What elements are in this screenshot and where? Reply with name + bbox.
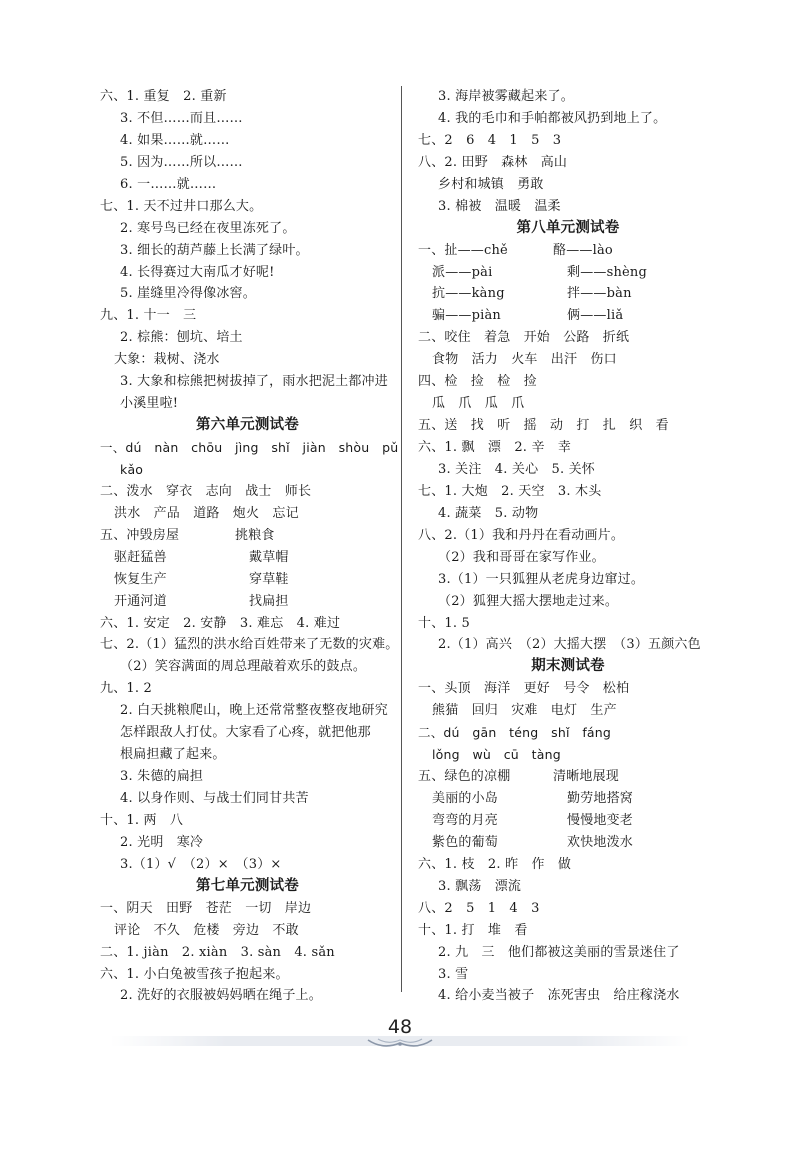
section-heading: 期末测试卷 xyxy=(531,658,605,675)
answer-line xyxy=(418,766,718,788)
answer-cell-left: 骗——piàn xyxy=(432,308,502,324)
answer-cell-left: 五、绿色的凉棚 xyxy=(418,769,511,785)
answer-line: 3. 海岸被雾藏起来了。 xyxy=(438,89,574,104)
answer-line: 4. 以身作则、与战士们同甘共苦 xyxy=(120,791,309,806)
answer-line: 3. 关注 4. 关心 5. 关怀 xyxy=(438,461,596,477)
answer-cell-left: 一、扯——chě xyxy=(418,242,508,258)
answer-cell-right: 拌——bàn xyxy=(567,286,632,302)
answer-line: 四、检 捡 检 捡 xyxy=(418,374,537,390)
answer-cell-left: 紫色的葡萄 xyxy=(432,834,499,850)
answer-cell-right: 清晰地展现 xyxy=(553,769,620,785)
answer-line: 2. 寒号鸟已经在夜里冻死了。 xyxy=(120,220,296,236)
answer-line: 瓜 爪 瓜 爪 xyxy=(432,396,525,412)
answer-line: 二、1. jiàn 2. xiàn 3. sàn 4. sǎn xyxy=(100,944,335,960)
answer-line: 食物 活力 火车 出汗 伤口 xyxy=(432,352,617,368)
answer-line: 4. 蔬菜 5. 动物 xyxy=(438,505,539,521)
answer-cell-right: 戴草帽 xyxy=(249,549,289,565)
answer-cell-right: 欢快地泼水 xyxy=(567,834,634,850)
answer-line: 大象：栽树、浇水 xyxy=(114,352,220,368)
answer-line: 七、1. 大炮 2. 天空 3. 木头 xyxy=(418,483,602,499)
answer-line: 二、泼水 穿衣 志向 战士 师长 xyxy=(100,483,312,499)
answer-line: （2）我和哥哥在家写作业。 xyxy=(438,549,605,565)
answer-line: 3. 飘荡 漂流 xyxy=(438,878,522,894)
answer-cell-left: 五、冲毁房屋 xyxy=(100,527,180,543)
answer-line xyxy=(100,525,395,547)
answer-cell-right: 俩——liǎ xyxy=(567,308,624,324)
answer-line: 4. 长得赛过大南瓜才好呢! xyxy=(120,264,275,280)
left-column xyxy=(100,86,399,1007)
answer-line xyxy=(418,810,718,832)
answer-line xyxy=(100,569,395,591)
answer-line: lǒng wù cū tàng xyxy=(432,747,561,763)
answer-cell-right: 找扁担 xyxy=(249,593,289,609)
answer-line: 2.（1）高兴 （2）大摇大摆 （3）五颜六色 xyxy=(438,637,701,653)
answer-line: 二、咬住 着急 开始 公路 折纸 xyxy=(418,330,630,346)
answer-line: 3. 棉被 温暖 温柔 xyxy=(438,198,561,214)
answer-cell-left: 开通河道 xyxy=(114,593,167,609)
answer-line: 五、送 找 听 摇 动 打 扎 织 看 xyxy=(418,418,669,434)
answer-line: 七、1. 天不过井口那么大。 xyxy=(100,198,263,214)
answer-line: 3. 雪 xyxy=(438,966,469,982)
answer-line: 5. 崖缝里冷得像冰窖。 xyxy=(120,286,256,302)
column-divider xyxy=(401,86,402,992)
answer-line: 七、2.（1）猛烈的洪水给百姓带来了无数的灾难。 xyxy=(100,637,399,653)
answer-line: （2）狐狸大摇大摆地走过来。 xyxy=(438,593,619,609)
answer-line: 八、2 5 1 4 3 xyxy=(418,900,540,916)
answer-line: 3.（1）√ （2）× （3）× xyxy=(120,856,282,872)
answer-line xyxy=(100,591,395,613)
answer-line: 八、2. 田野 森林 高山 xyxy=(418,154,568,170)
answer-line xyxy=(418,240,718,262)
answer-cell-left: 恢复生产 xyxy=(114,571,167,587)
answer-line: 3. 朱德的扁担 xyxy=(120,769,204,785)
answer-cell-left: 驱赶猛兽 xyxy=(114,549,167,565)
answer-cell-left: 抗——kàng xyxy=(432,286,505,302)
answer-cell-right: 酪——lào xyxy=(553,242,613,258)
footer-ornament-icon xyxy=(366,1036,434,1050)
section-heading: 第六单元测试卷 xyxy=(196,417,299,434)
answer-line: 一、dú nàn chōu jìng shǐ jiàn shòu pǔ xyxy=(100,440,399,455)
answer-cell-right: 穿草鞋 xyxy=(249,571,289,587)
answer-line: 九、1. 2 xyxy=(100,681,153,697)
answer-line: 4. 如果……就…… xyxy=(120,132,230,148)
section-heading: 第七单元测试卷 xyxy=(196,877,299,894)
answer-cell-left: 弯弯的月亮 xyxy=(432,812,499,828)
answer-line: 5. 因为……所以…… xyxy=(120,154,243,170)
answer-line: 根扁担藏了起来。 xyxy=(120,747,226,763)
answer-line: 十、1. 打 堆 看 xyxy=(418,922,528,938)
answer-line xyxy=(418,832,718,854)
answer-line: 九、1. 十一 三 xyxy=(100,308,197,324)
answer-line: 评论 不久 危楼 旁边 不敢 xyxy=(114,922,299,938)
answer-line: 3. 细长的葫芦藤上长满了绿叶。 xyxy=(120,242,309,258)
answer-cell-left: 美丽的小岛 xyxy=(432,791,499,806)
answer-line: 洪水 产品 道路 炮火 忘记 xyxy=(114,505,299,521)
answer-line: 七、2 6 4 1 5 3 xyxy=(418,132,562,148)
answer-line: 2. 洗好的衣服被妈妈晒在绳子上。 xyxy=(120,988,322,1004)
answer-cell-right: 挑粮食 xyxy=(235,527,275,543)
answer-line: 2. 九 三 他们都被这美丽的雪景迷住了 xyxy=(438,944,680,960)
answer-line: 熊猫 回归 灾难 电灯 生产 xyxy=(432,703,617,719)
answer-line: （2）笑容满面的周总理敲着欢乐的鼓点。 xyxy=(120,659,367,675)
section-heading: 第八单元测试卷 xyxy=(516,219,620,236)
answer-line xyxy=(418,262,718,284)
answer-line: 一、头顶 海洋 更好 号令 松柏 xyxy=(418,681,630,697)
answer-line: 怎样跟敌人打仗。大家看了心疼，就把他那 xyxy=(120,725,371,741)
answer-line: 2. 棕熊：刨坑、培土 xyxy=(120,330,243,346)
answer-line: 6. 一……就…… xyxy=(120,176,217,192)
answer-line: 2. 白天挑粮爬山，晚上还常常整夜整夜地研究 xyxy=(120,703,388,719)
answer-line: 3.（1）一只狐狸从老虎身边窜过。 xyxy=(438,571,645,587)
answer-line: 4. 我的毛巾和手帕都被风扔到地上了。 xyxy=(438,110,667,126)
answer-line: 乡村和城镇 勇敢 xyxy=(438,176,544,192)
answer-line: 六、1. 安定 2. 安静 3. 难忘 4. 难过 xyxy=(100,615,341,631)
answer-line xyxy=(418,788,718,810)
answer-line: 十、1. 5 xyxy=(418,615,471,631)
answer-line xyxy=(418,305,718,327)
answer-line: 六、1. 枝 2. 昨 作 做 xyxy=(418,856,572,872)
answer-line: kǎo xyxy=(120,461,144,477)
page-number: 48 xyxy=(387,1016,413,1038)
answer-line xyxy=(418,283,718,305)
answer-line: 小溪里啦! xyxy=(120,396,179,412)
answer-line: 八、2.（1）我和丹丹在看动画片。 xyxy=(418,527,625,543)
answer-cell-left: 派——pài xyxy=(432,264,493,280)
answer-line: 2. 光明 寒冷 xyxy=(120,834,204,850)
answer-line: 3. 大象和棕熊把树拔掉了，雨水把泥土都冲进 xyxy=(120,374,388,390)
answer-cell-right: 勤劳地搭窝 xyxy=(567,791,634,806)
answer-cell-right: 慢慢地变老 xyxy=(567,812,634,828)
answer-line: 二、dú gān téng shǐ fáng xyxy=(418,725,612,741)
right-column xyxy=(418,86,718,1007)
answer-line: 六、1. 重复 2. 重新 xyxy=(100,89,227,104)
answer-line: 3. 不但……而且…… xyxy=(120,110,243,126)
answer-line: 六、1. 飘 漂 2. 辛 幸 xyxy=(418,440,572,455)
answer-line: 十、1. 两 八 xyxy=(100,812,184,828)
answer-line: 4. 给小麦当被子 冻死害虫 给庄稼浇水 xyxy=(438,988,680,1004)
answer-line: 六、1. 小白兔被雪孩子抱起来。 xyxy=(100,966,289,982)
answer-line: 一、阴天 田野 苍茫 一切 岸边 xyxy=(100,900,312,916)
answer-cell-right: 剩——shèng xyxy=(567,264,648,280)
answer-line xyxy=(100,547,395,569)
